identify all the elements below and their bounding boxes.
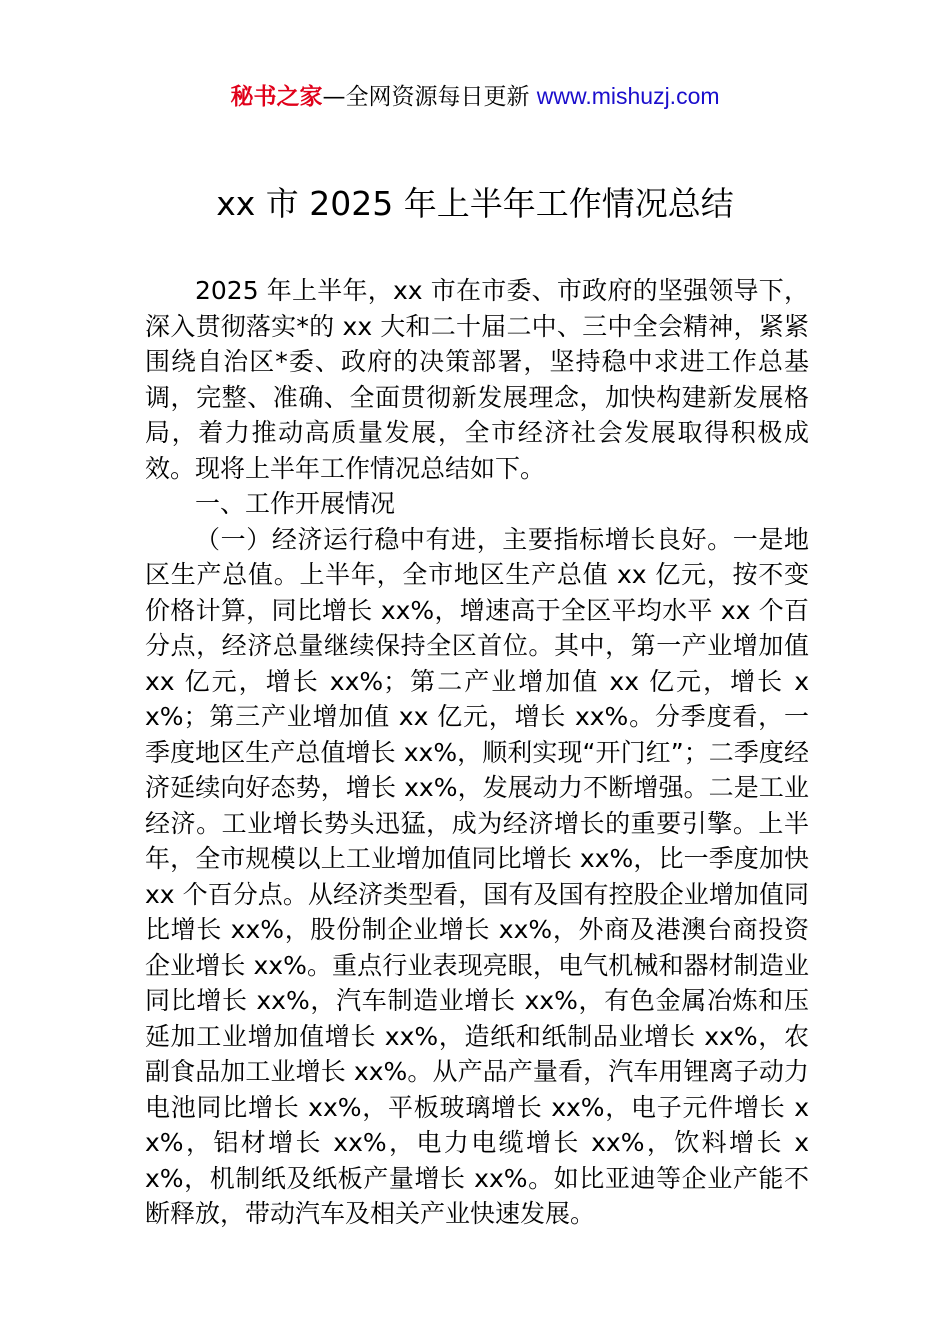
- brand-name: 秘书之家: [230, 84, 323, 110]
- header-tagline: —全网资源每日更新: [322, 84, 537, 110]
- intro-paragraph: 2025 年上半年，xx 市在市委、市政府的坚强领导下，深入贯彻落实*的 xx 大和二十届二中、三中全会精神，紧紧围绕自治区*委、政府的决策部署，坚持稳中求进工作总基调，完整、准确、全面贯彻新发展理念，加快构建新发展格局，着力推动高质量发展，全市经济社会发展取得积极成效。现将上半年工作情况总结如下。: [145, 276, 809, 483]
- document-body: [145, 273, 809, 1232]
- document-title: xx 市 2025 年上半年工作情况总结: [216, 184, 734, 223]
- body-paragraph: （一）经济运行稳中有进，主要指标增长良好。一是地区生产总值。上半年，全市地区生产总值 xx 亿元，按不变价格计算，同比增长 xx%，增速高于全区平均水平 xx 个百分点，经济总量继续保持全区首位。其中，第一产业增加值 xx 亿元，增长 xx%；第二产业增加值 xx 亿元，增长 xx%；第三产业增加值 xx 亿元，增长 xx%。分季度看，一季度地区生产总值增长 xx%，顺利实现“开门红”；二季度经济延续向好态势，增长 xx%，发展动力不断增强。二是工业经济。工业增长势头迅猛，成为经济增长的重要引擎。上半年，全市规模以上工业增加值同比增长 xx%，比一季度加快 xx 个百分点。从经济类型看，国有及国有控股企业增加值同比增长 xx%，股份制企业增长 xx%，外商及港澳台商投资企业增长 xx%。重点行业表现亮眼，电气机械和器材制造业同比增长 xx%，汽车制造业增长 xx%，有色金属冶炼和压延加工业增加值增长 xx%，造纸和纸制品业增长 xx%，农副食品加工业增长 xx%。从产品产量看，汽车用锂离子动力电池同比增长 xx%，平板玻璃增长 xx%，电子元件增长 xx%，铝材增长 xx%，电力电缆增长 xx%，饮料增长 xx%，机制纸及纸板产量增长 xx%。如比亚迪等企业产能不断释放，带动汽车及相关产业快速发展。: [145, 524, 809, 1228]
- section-heading: 一、工作开展情况: [195, 489, 396, 518]
- site-header: [0, 80, 950, 113]
- site-url-link[interactable]: www.mishuzj.com: [536, 83, 720, 109]
